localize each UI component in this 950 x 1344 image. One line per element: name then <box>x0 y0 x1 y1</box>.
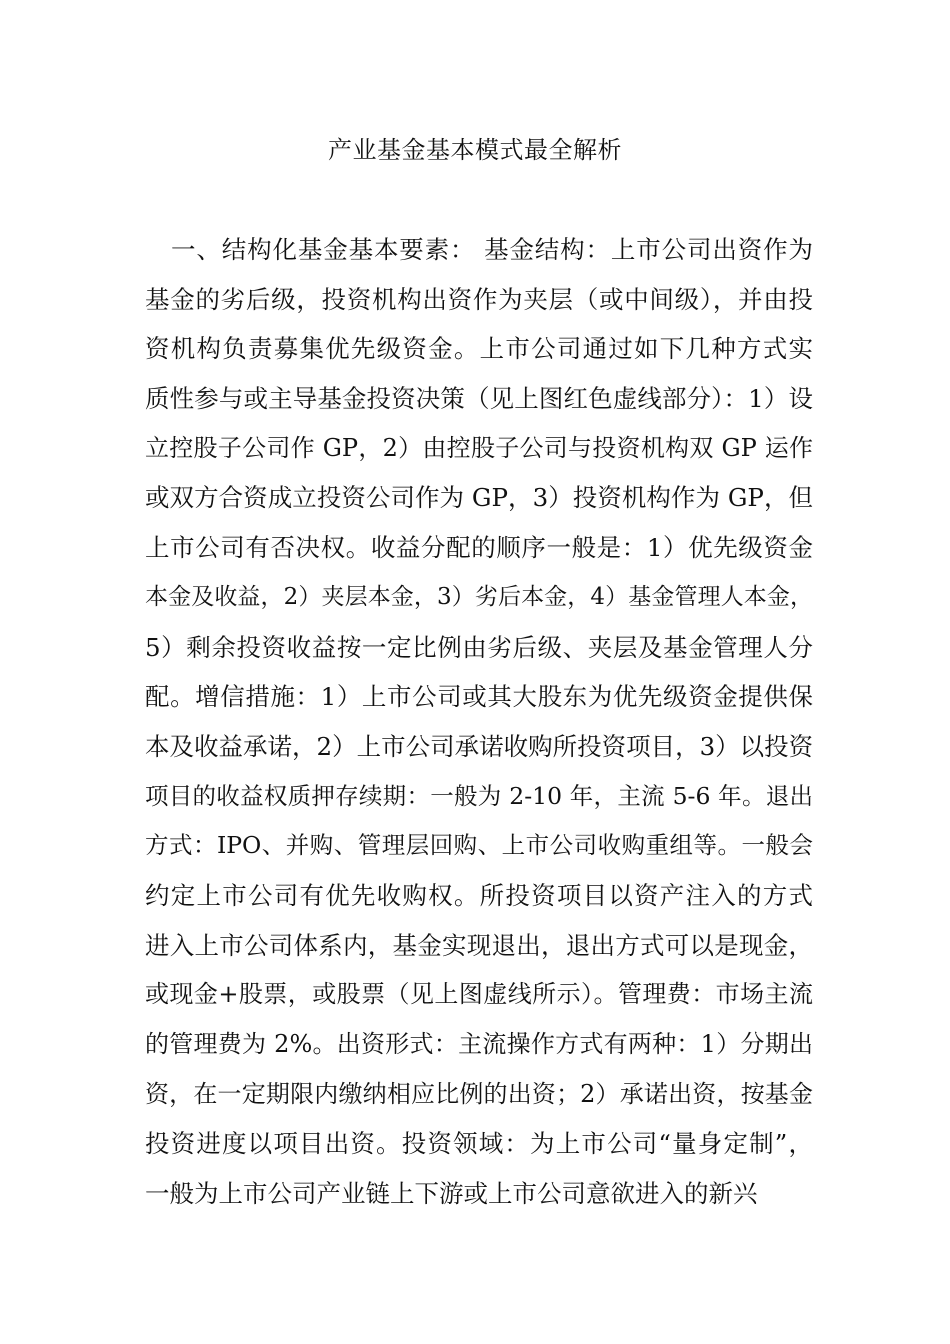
paragraph-line: 方式：IPO、并购、管理层回购、上市公司收购重组等。一般会 <box>145 831 813 860</box>
paragraph-line: 质性参与或主导基金投资决策（见上图红色虚线部分）：1）设 <box>145 384 813 414</box>
paragraph-line: 资机构负责募集优先级资金。上市公司通过如下几种方式实 <box>145 334 813 364</box>
paragraph-line: 一、结构化基金基本要素： 基金结构：上市公司出资作为 <box>171 235 813 264</box>
paragraph-line: 约定上市公司有优先收购权。所投资项目以资产注入的方式 <box>145 880 813 910</box>
paragraph-line: 上市公司有否决权。收益分配的顺序一般是：1）优先级资金 <box>145 533 813 563</box>
document-title: 产业基金基本模式最全解析 <box>328 136 622 164</box>
paragraph-line: 本金及收益，2）夹层本金，3）劣后本金，4）基金管理人本金， <box>145 583 813 610</box>
paragraph-line: 资，在一定期限内缴纳相应比例的出资；2）承诺出资，按基金 <box>145 1079 813 1108</box>
paragraph-line: 投资进度以项目出资。投资领域：为上市公司“量身定制”， <box>145 1129 813 1159</box>
body-paragraph <box>145 225 813 1219</box>
paragraph-line: 的管理费为 2%。出资形式：主流操作方式有两种：1）分期出 <box>145 1030 813 1058</box>
paragraph-line: 进入上市公司体系内，基金实现退出，退出方式可以是现金， <box>145 930 813 960</box>
paragraph-line: 或现金+股票，或股票（见上图虚线所示）。管理费：市场主流 <box>145 980 813 1009</box>
paragraph-line: 5）剩余投资收益按一定比例由劣后级、夹层及基金管理人分 <box>145 632 813 662</box>
paragraph-line: 配。增信措施：1）上市公司或其大股东为优先级资金提供保 <box>145 682 813 712</box>
paragraph-line: 一般为上市公司产业链上下游或上市公司意欲进入的新兴 <box>145 1179 758 1209</box>
paragraph-line: 或双方合资成立投资公司作为 GP，3）投资机构作为 GP，但 <box>145 483 813 513</box>
paragraph-line: 立控股子公司作 GP，2）由控股子公司与投资机构双 GP 运作 <box>145 433 813 462</box>
paragraph-line: 基金的劣后级，投资机构出资作为夹层（或中间级），并由投 <box>145 284 813 314</box>
paragraph-line: 本及收益承诺，2）上市公司承诺收购所投资项目，3）以投资 <box>145 731 814 761</box>
paragraph-line: 项目的收益权质押存续期：一般为 2-10 年，主流 5-6 年。退出 <box>145 781 813 810</box>
